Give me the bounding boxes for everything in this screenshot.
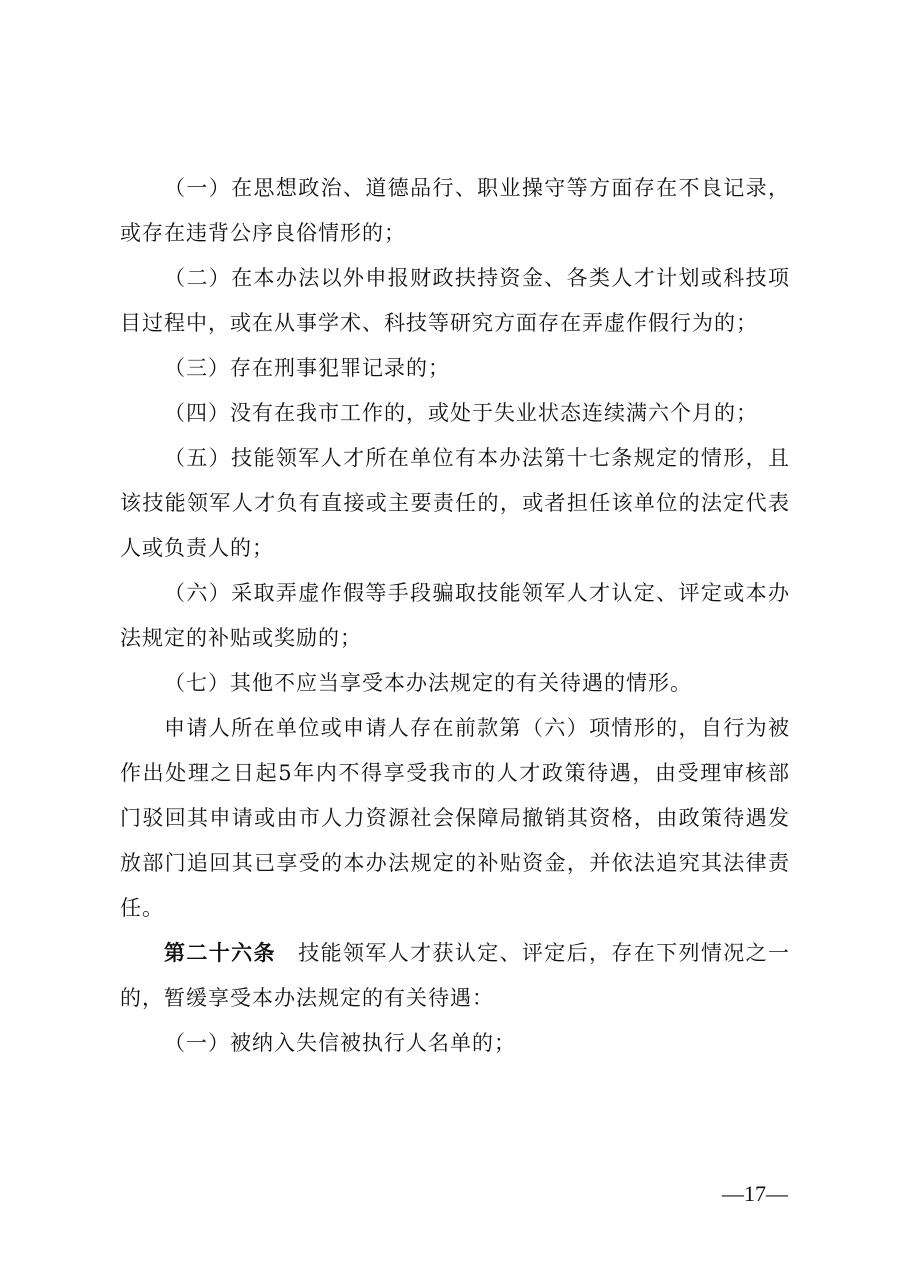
clause-4: （四）没有在我市工作的，或处于失业状态连续满六个月的； [164, 401, 758, 425]
clause-3: （三）存在刑事犯罪记录的； [164, 356, 450, 380]
clause-6: （六）采取弄虚作假等手段骗取技能领军人才认定、评定或本办法规定的补贴或奖励的； [120, 581, 790, 650]
article-26-clause-1: （一）被纳入失信被执行人名单的； [164, 1031, 516, 1055]
body-text [120, 166, 790, 1066]
page-number: —17— [722, 1181, 788, 1206]
clause-1: （一）在思想政治、道德品行、职业操守等方面存在不良记录，或存在违背公序良俗情形的； [120, 176, 790, 245]
clause-2: （二）在本办法以外申报财政扶持资金、各类人才计划或科技项目过程中，或在从事学术、科技等研究方面存在弄虚作假行为的； [120, 266, 790, 335]
article-heading: 第二十六条 [164, 941, 276, 965]
clause-5: （五）技能领军人才所在单位有本办法第十七条规定的情形，且该技能领军人才负有直接或主要责任的，或者担任该单位的法定代表人或负责人的； [120, 446, 790, 560]
article-text: 技能领军人才获认定、评定后，存在下列情况之一的，暂缓享受本办法规定的有关待遇： [120, 941, 791, 1010]
clause-7: （七）其他不应当享受本办法规定的有关待遇的情形。 [164, 671, 692, 695]
penalty-paragraph: 申请人所在单位或申请人存在前款第（六）项情形的，自行为被作出处理之日起5年内不得享受我市的人才政策待遇，由受理审核部门驳回其申请或由市人力资源社会保障局撤销其资格，由政策待遇发放部门追回其已享受的本办法规定的补贴资金，并依法追究其法律责任。 [120, 716, 790, 920]
article-26 [120, 931, 790, 1021]
